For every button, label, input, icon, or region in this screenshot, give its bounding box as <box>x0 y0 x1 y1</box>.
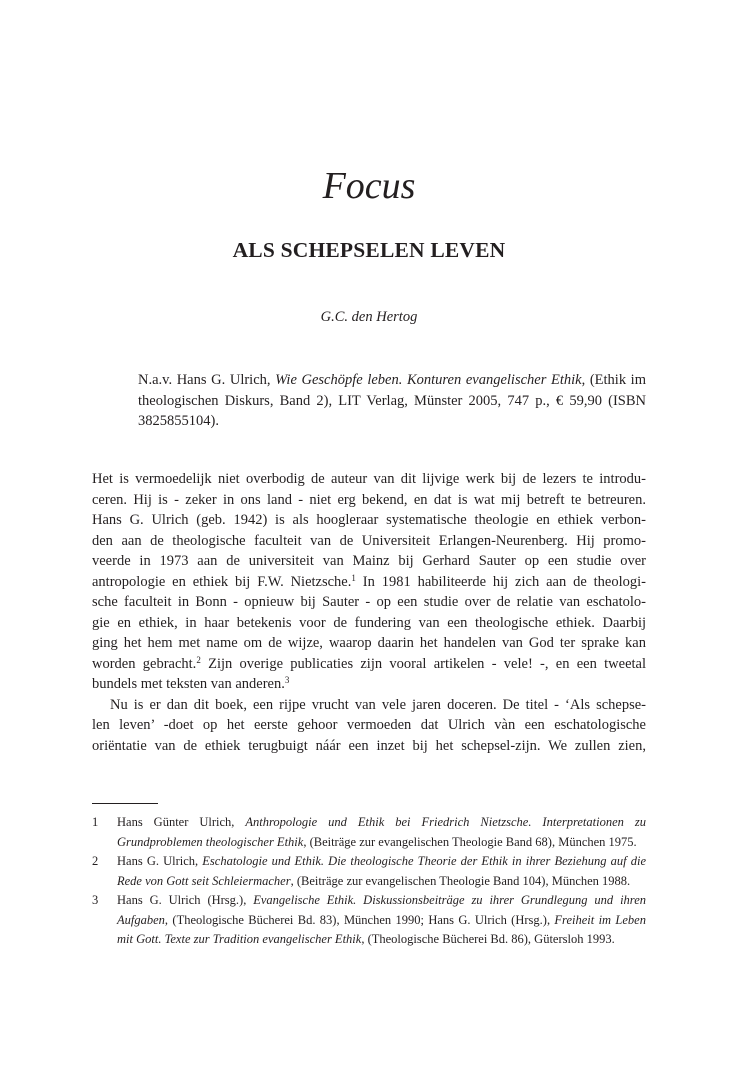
footnote-work-title: Anthropologie und Ethik bei Friedrich Nietzsche. Interpretationen zu Grundproblemen theologischer Ethik <box>117 815 646 849</box>
body-line: Hans G. Ulrich (geb. 1942) is als hoogleraar systematische theologie en ethiek verbon- <box>92 512 646 528</box>
author-name: G.C. den Hertog <box>320 309 418 325</box>
footnote-2 <box>92 852 646 891</box>
body-line-text: Zijn overige publicaties zijn vooral artikelen - vele! -, en een tweetal <box>200 655 646 672</box>
section-label: Focus <box>322 165 416 207</box>
body-line: ging het hem met name om de wijze, waarop daarin het handelen van God ter sprake kan <box>92 635 646 651</box>
review-prefix: N.a.v. Hans G. Ulrich, <box>138 372 276 388</box>
footnote-1 <box>92 813 646 852</box>
footnote-text: , (Beiträge zur evangelischen Theologie Band 104), München 1988. <box>290 873 631 888</box>
body-line: oriëntatie van de ethiek terugbuigt náár een inzet bij het schepsel-zijn. We zullen zien, <box>92 737 646 754</box>
footnote-text: , (Theologische Bücherei Bd. 86), Gütersloh 1993. <box>361 932 615 946</box>
footnote-text: Hans G. Ulrich, <box>117 854 203 868</box>
footnote-work-title: Freiheit im Leben mit Gott. Texte zur Tradition evangelischer Ethik <box>117 912 646 946</box>
review-suffix: , (Ethik im theologischen Diskurs, Band 2), LIT Verlag, Münster 2005, 747 p., € 59,90 (ISBN 3825855104). <box>138 372 646 429</box>
body-line-text: antropologie en ethiek bij F.W. Nietzsche. <box>92 573 352 590</box>
body-line: len leven’ -doet op het eerste gehoor vermoeden dat Ulrich vàn een eschatologische <box>92 717 646 733</box>
footnote-3 <box>92 891 646 950</box>
footnote-work-title: Eschatologie und Ethik. Die theologische Theorie der Ethik in ihrer Beziehung auf die Rede von Gott seit Schleiermacher <box>117 854 647 888</box>
body-line: sche faculteit in Bonn - opnieuw bij Sauter - op een studie over de relatie van eschatolo- <box>92 594 646 610</box>
footnote-text: Hans G. Ulrich (Hrsg.), <box>117 893 254 907</box>
body-text <box>92 469 646 756</box>
footnote-text: , (Theologische Bücherei Bd. 83), München 1990; Hans G. Ulrich (Hrsg.), <box>164 912 555 927</box>
footnotes <box>92 813 646 950</box>
footnote-ref-3[interactable]: 3 <box>284 675 290 685</box>
body-line <box>92 572 646 593</box>
body-line-text: In 1981 habiliteerde hij zich aan de theologi- <box>355 573 646 590</box>
footnote-separator <box>92 803 158 804</box>
body-line: Nu is er dan dit boek, een rijpe vrucht van vele jaren doceren. De titel - ‘Als schepse- <box>110 696 646 713</box>
review-book-title: Wie Geschöpfe leben. Konturen evangelischer Ethik <box>275 372 582 388</box>
footnote-text: Hans Günter Ulrich, <box>117 815 246 829</box>
body-line-text: worden gebracht. <box>92 655 197 672</box>
body-line: Het is vermoedelijk niet overbodig de auteur van dit lijvige werk bij de lezers te introdu- <box>92 471 646 487</box>
body-line <box>92 674 646 695</box>
body-line: ceren. Hij is - zeker in ons land - niet erg bekend, en dat is wat mij betreft te betreuren. <box>92 491 646 508</box>
body-line-text: bundels met teksten van anderen. <box>92 676 285 692</box>
footnote-number: 2 <box>92 854 99 868</box>
body-line: gie en ethiek, in haar betekenis voor de fundering van een theologische ethiek. Daarbij <box>92 614 646 631</box>
footnote-number: 1 <box>92 815 99 829</box>
footnote-work-title: Evangelische Ethik. Diskussionsbeiträge zu ihrer Grundlegung und ihren Aufgaben <box>117 893 647 927</box>
footnote-text: , (Beiträge zur evangelischen Theologie Band 68), München 1975. <box>303 834 637 849</box>
review-note <box>138 370 646 432</box>
footnote-number: 3 <box>92 893 99 907</box>
body-line: den aan de theologische faculteit van de Universiteit Erlangen-Neurenberg. Hij promo- <box>92 532 646 549</box>
footnote-ref-1[interactable]: 1 <box>351 572 356 583</box>
footnote-ref-2[interactable]: 2 <box>196 654 201 665</box>
body-line <box>92 654 646 675</box>
article-title: ALS SCHEPSELEN LEVEN <box>232 238 506 262</box>
body-line: veerde in 1973 aan de universiteit van Mainz bij Gerhard Sauter op een studie over <box>92 553 646 569</box>
